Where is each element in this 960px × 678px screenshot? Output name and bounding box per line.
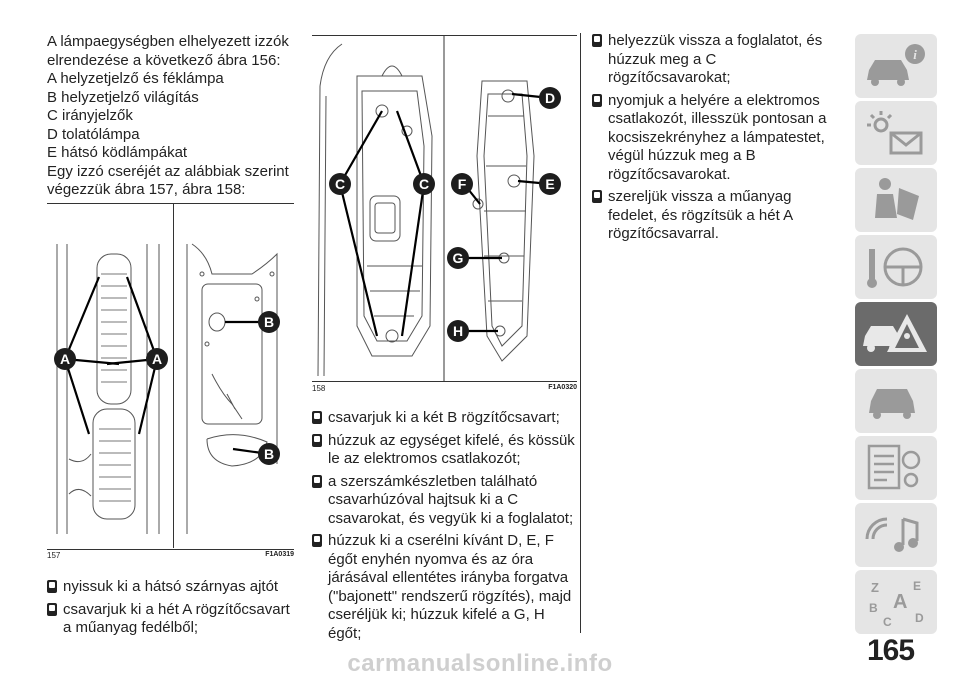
chapter-tab-driving[interactable] [855, 235, 937, 299]
checkbox-bullet-icon [47, 603, 57, 616]
chapter-tab-safety[interactable] [855, 168, 937, 232]
intro-line: elrendezése a következő ábra 156: [47, 51, 281, 69]
intro-text [47, 33, 302, 200]
intro-line: D tolatólámpa [47, 125, 140, 143]
step-text: szereljük vissza a műanyag fedelet, és rögzítsük a hét A rögzítőcsavarral. [608, 188, 793, 242]
col2-steps [312, 405, 577, 643]
step-text: csavarjuk ki a hét A rögzítőcsavart a műanyag fedélből; [63, 600, 290, 636]
technical-data-icon [863, 442, 929, 494]
step-item [312, 409, 577, 428]
label-a: A [59, 351, 71, 367]
step-item [312, 532, 577, 643]
steering-wheel-icon [863, 241, 929, 293]
car-info-icon [863, 40, 929, 92]
label-d: D [544, 90, 556, 106]
chapter-tab-technical-data[interactable] [855, 436, 937, 500]
intro-line: A lámpaegységben elhelyezett izzók [47, 33, 289, 50]
figure-number: 158 [312, 384, 326, 393]
intro-line: A helyzetjelző és féklámpa [47, 70, 224, 87]
checkbox-bullet-icon [312, 411, 322, 424]
step-text: nyissuk ki a hátsó szárnyas ajtót [63, 578, 279, 595]
chapter-tab-multimedia[interactable] [855, 503, 937, 567]
checkbox-bullet-icon [47, 580, 57, 593]
label-e: E [545, 176, 555, 192]
figure-code: F1A0320 [548, 384, 577, 391]
svg-text:i: i [913, 47, 917, 62]
intro-line: végezzük ábra 157, ábra 158: [47, 181, 246, 198]
svg-text:B: B [869, 601, 878, 615]
multimedia-icon [863, 509, 929, 561]
label-f: F [457, 176, 467, 192]
watermark: carmanualsonline.info [347, 650, 613, 677]
col1-steps [47, 574, 297, 638]
svg-text:C: C [883, 615, 892, 628]
intro-line: Egy izzó cseréjét az alábbiak szerint [47, 162, 289, 180]
index-abc-icon [863, 576, 929, 628]
figure-code: F1A0319 [265, 551, 294, 558]
checkbox-bullet-icon [312, 475, 322, 488]
checkbox-bullet-icon [592, 190, 602, 203]
label-c: C [334, 176, 346, 192]
step-item [312, 473, 577, 529]
checkbox-bullet-icon [312, 434, 322, 447]
step-item [592, 32, 837, 88]
column-divider [580, 33, 581, 633]
checkbox-bullet-icon [312, 534, 322, 547]
figure-number: 157 [47, 551, 61, 560]
step-item [47, 601, 297, 638]
figure-157-divider [173, 203, 174, 548]
step-item [592, 188, 837, 244]
label-a: A [151, 351, 163, 367]
step-text: nyomjuk a helyére a elektromos csatlakozót, illesszük pontosan a kocsiszekrényhez a lámpatestet, végül húzzuk meg a B rögzítőcsavarokat. [608, 91, 827, 183]
figure-158 [312, 35, 577, 382]
svg-text:E: E [913, 579, 922, 593]
step-text: húzzuk az egységet kifelé, és kössük le az elektromos csatlakozót; [328, 431, 575, 467]
svg-text:D: D [915, 611, 924, 625]
page-number: 165 [867, 634, 915, 667]
col3-steps [592, 28, 837, 244]
figure-157-caption [47, 551, 294, 560]
figure-157 [47, 203, 294, 550]
intro-line: E hátsó ködlámpákat [47, 144, 188, 161]
breakdown-triangle-icon [863, 308, 929, 360]
intro-line: B helyzetjelző világítás [47, 88, 199, 106]
label-g: G [452, 250, 464, 266]
figure-158-caption [312, 384, 577, 393]
figure-157-labels [54, 311, 280, 465]
step-text: a szerszámkészletben található csavarhúzóval hajtsuk ki a C csavarokat, és vegyük ki a foglalatot; [328, 472, 574, 527]
label-c: C [418, 176, 430, 192]
chapter-tab-emergency[interactable] [855, 302, 937, 366]
chapter-tab-index[interactable] [855, 570, 937, 634]
svg-text:Z: Z [871, 580, 879, 595]
chapter-tab-car-info[interactable] [855, 34, 937, 98]
step-text: húzzuk ki a cserélni kívánt D, E, F égőt enyhén nyomva és az óra járásával ellentétes irányba forgatva ("bajonett" rendszerű rögzítés), majd cseréljük ki; húzzuk kifelé a G, H égőt; [328, 532, 572, 642]
checkbox-bullet-icon [592, 94, 602, 107]
step-text: helyezzük vissza a foglalatot, és húzzuk meg a C rögzítőcsavarokat; [608, 32, 823, 86]
step-item [47, 578, 297, 597]
step-item [312, 432, 577, 469]
svg-text:A: A [893, 591, 908, 613]
chapter-tab-lights[interactable] [855, 101, 937, 165]
step-text: csavarjuk ki a két B rögzítőcsavart; [328, 409, 560, 426]
label-b: B [263, 446, 275, 462]
car-service-icon [863, 375, 929, 427]
intro-line: C irányjelzők [47, 107, 133, 124]
step-item [592, 92, 837, 185]
label-b: B [263, 314, 275, 330]
checkbox-bullet-icon [592, 34, 602, 47]
airbag-safety-icon [863, 174, 929, 226]
label-h: H [452, 323, 464, 339]
lights-warning-icon [863, 107, 929, 159]
chapter-tab-maintenance[interactable] [855, 369, 937, 433]
